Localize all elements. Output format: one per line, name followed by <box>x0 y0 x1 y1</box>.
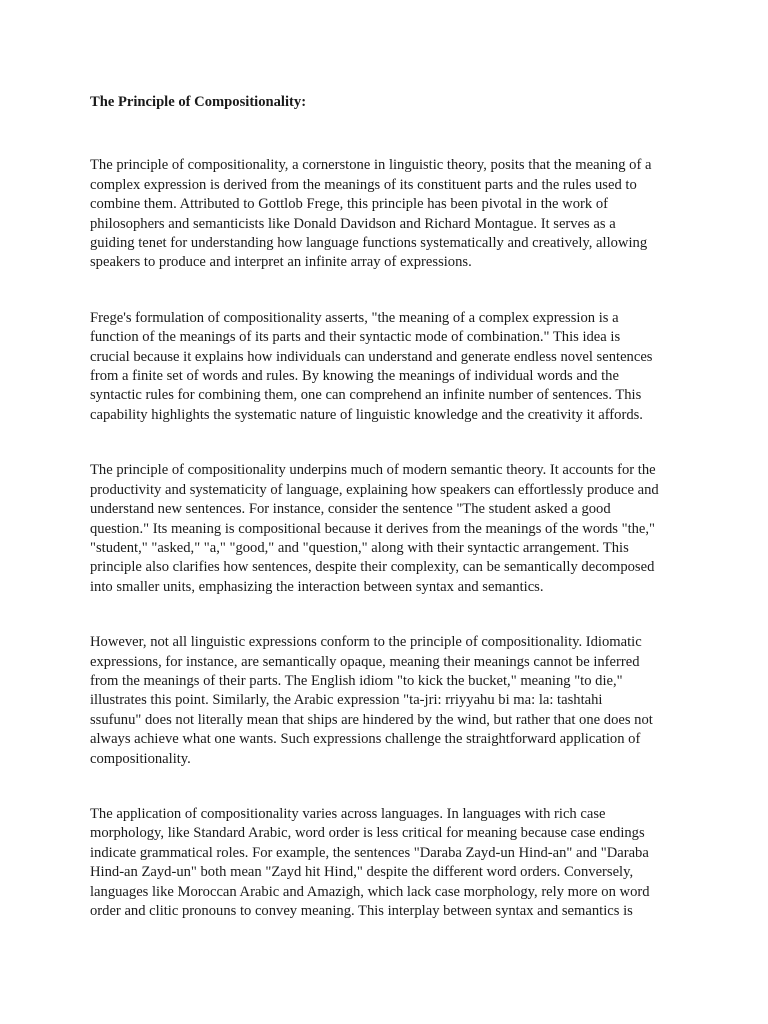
paragraph-line: philosophers and semanticists like Donald Davidson and Richard Montague. It serves as a <box>90 215 616 232</box>
document-title: The Principle of Compositionality: <box>90 94 307 110</box>
paragraph-line: illustrates this point. Similarly, the Arabic expression "ta-jri: rriyyahu bi ma: la: tashtahi <box>90 692 603 709</box>
paragraph-line: combine them. Attributed to Gottlob Frege, this principle has been pivotal in the work of <box>90 196 608 213</box>
paragraph-line: understand new sentences. For instance, consider the sentence "The student asked a good <box>90 501 611 518</box>
paragraph-4 <box>90 633 690 769</box>
paragraph-line: always achieve what one wants. Such expressions challenge the straightforward application of <box>90 731 641 748</box>
paragraph-5 <box>90 805 690 921</box>
paragraph-line: expressions, for instance, are semantically opaque, meaning their meanings cannot be inferred <box>90 653 640 670</box>
paragraph-line: indicate grammatical roles. For example, the sentences "Daraba Zayd-un Hind-an" and "Daraba <box>90 844 649 861</box>
paragraph-line: order and clitic pronouns to convey meaning. This interplay between syntax and semantics is <box>90 903 633 919</box>
paragraph-3 <box>90 461 690 597</box>
paragraph-line: guiding tenet for understanding how language functions systematically and creatively, allowing <box>90 235 648 252</box>
paragraph-line: The application of compositionality varies across languages. In languages with rich case <box>90 805 606 822</box>
paragraph-line: compositionality. <box>90 750 191 767</box>
paragraph-line: into smaller units, emphasizing the interaction between syntax and semantics. <box>90 578 544 595</box>
paragraph-line: "student," "asked," "a," "good," and "question," along with their syntactic arrangement. This <box>90 539 629 556</box>
paragraph-line: Frege's formulation of compositionality asserts, "the meaning of a complex expression is a <box>90 309 619 326</box>
paragraph-line: The principle of compositionality underpins much of modern semantic theory. It accounts for the <box>90 462 656 479</box>
paragraph-line: productivity and systematicity of language, explaining how speakers can effortlessly produce and <box>90 481 659 498</box>
paragraph-line: complex expression is derived from the meanings of its constituent parts and the rules used to <box>90 176 637 193</box>
paragraph-line: principle also clarifies how sentences, despite their complexity, can be semantically decomposed <box>90 559 655 576</box>
paragraph-line: Hind-an Zayd-un" both mean "Zayd hit Hind," despite the different word orders. Conversely, <box>90 864 634 881</box>
paragraph-line: function of the meanings of its parts and their syntactic mode of combination." This idea is <box>90 329 621 346</box>
paragraph-line: The principle of compositionality, a cornerstone in linguistic theory, posits that the meaning of a <box>90 157 652 174</box>
paragraph-line: speakers to produce and interpret an infinite array of expressions. <box>90 254 472 271</box>
document-page <box>90 93 690 957</box>
paragraph-line: syntactic rules for combining them, one can comprehend an infinite number of sentences. This <box>90 387 642 404</box>
paragraph-line: ssufunu" does not literally mean that ships are hindered by the wind, but rather that one does not <box>90 711 653 728</box>
paragraph-line: capability highlights the systematic nature of linguistic knowledge and the creativity it affords. <box>90 406 643 423</box>
paragraph-line: from a finite set of words and rules. By knowing the meanings of individual words and the <box>90 368 619 385</box>
paragraph-line: languages like Moroccan Arabic and Amazigh, which lack case morphology, rely more on word <box>90 883 650 900</box>
paragraph-line: from the meanings of their parts. The English idiom "to kick the bucket," meaning "to die," <box>90 672 623 689</box>
paragraph-2 <box>90 309 690 425</box>
paragraph-line: However, not all linguistic expressions conform to the principle of compositionality. Idiomatic <box>90 634 642 651</box>
paragraph-line: crucial because it explains how individuals can understand and generate endless novel sentences <box>90 348 653 365</box>
paragraph-1 <box>90 156 690 272</box>
paragraph-line: question." Its meaning is compositional because it derives from the meanings of the words "the," <box>90 520 656 537</box>
paragraph-line: morphology, like Standard Arabic, word order is less critical for meaning because case endings <box>90 825 645 842</box>
